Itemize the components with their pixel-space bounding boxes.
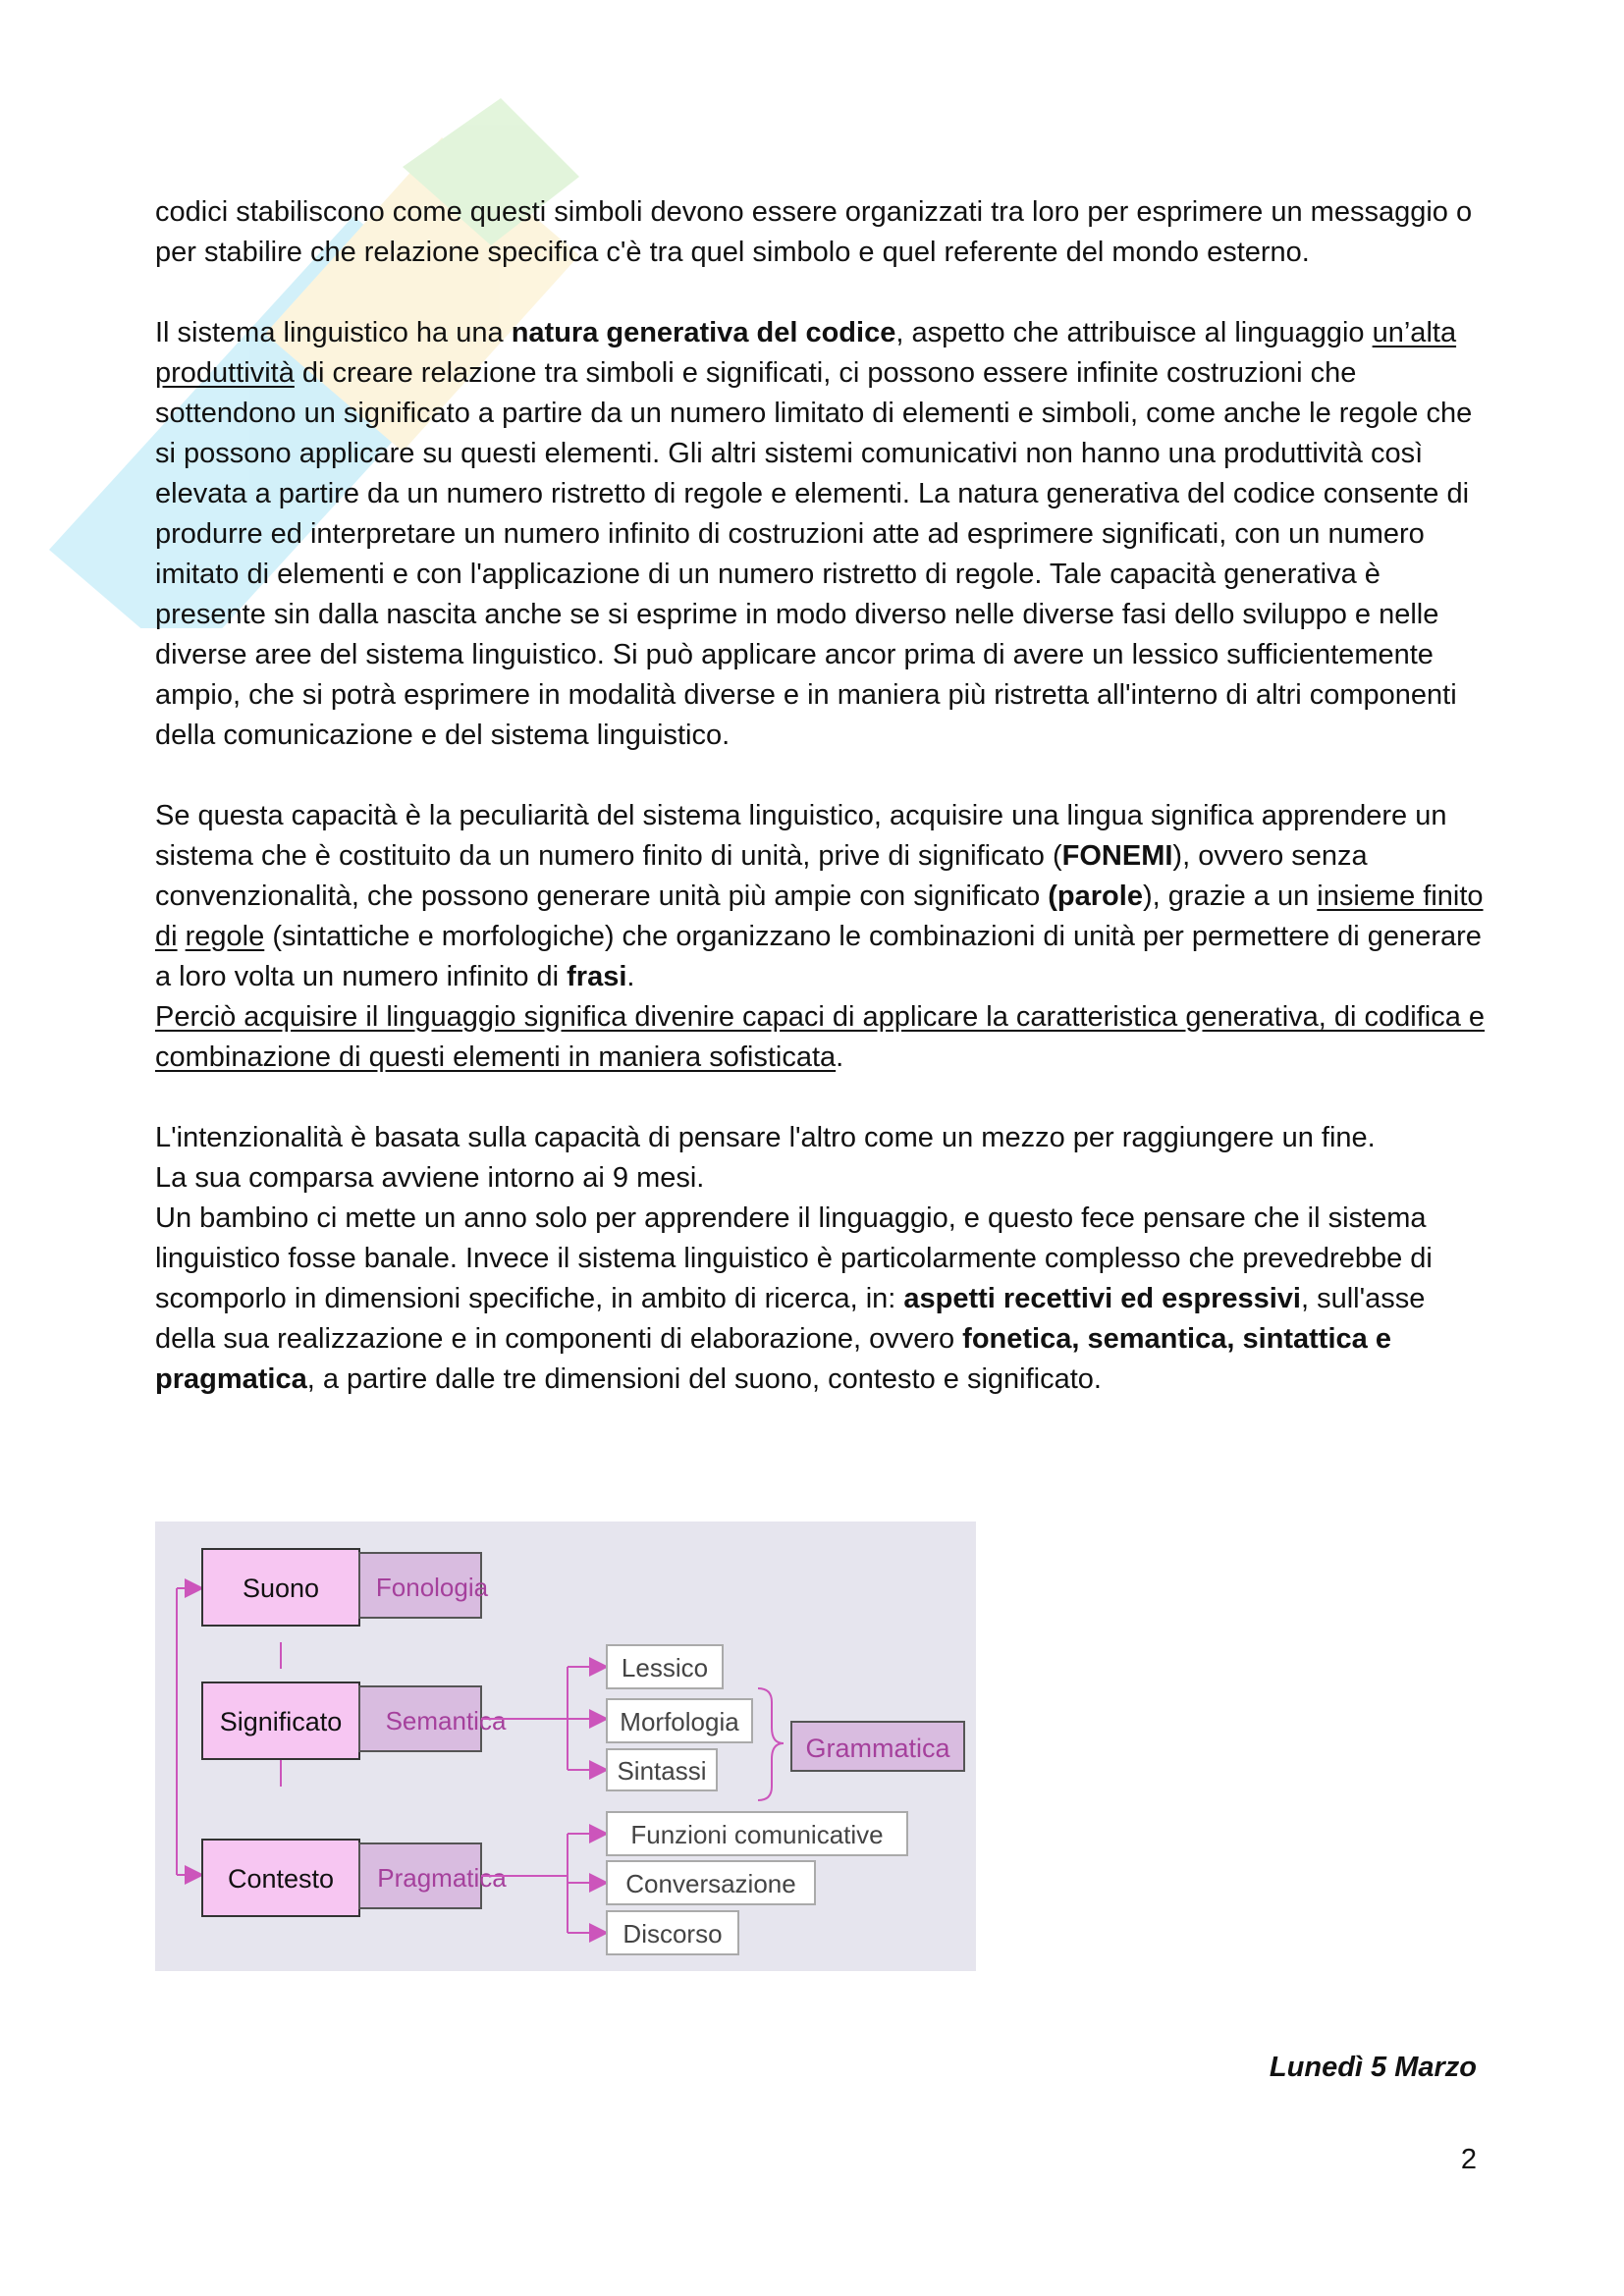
text: , aspetto che attribuisce al linguaggio bbox=[895, 317, 1373, 348]
text: codici stabiliscono come questi simboli devono essere organizzati tra loro per esprimere un messaggio o per stabilire che relazione specifica c'è tra quel simbolo e quel referente del mondo esterno. bbox=[155, 196, 1473, 268]
paragraph-3 bbox=[155, 796, 1490, 997]
bold-text: natura generativa del codice bbox=[511, 317, 896, 348]
bold-text: (parole bbox=[1048, 881, 1143, 912]
text bbox=[178, 921, 186, 952]
page-number: 2 bbox=[1460, 2144, 1477, 2175]
label-funzioni-comunicative: Funzioni comunicative bbox=[630, 1820, 884, 1849]
paragraph-2 bbox=[155, 313, 1490, 756]
paragraph-6 bbox=[155, 1158, 1490, 1199]
label-pragmatica: Pragmatica bbox=[377, 1863, 507, 1893]
label-lessico: Lessico bbox=[621, 1653, 709, 1682]
grammar-brace bbox=[758, 1688, 784, 1800]
text: . bbox=[626, 961, 635, 992]
paragraph-5 bbox=[155, 1118, 1490, 1158]
document-body bbox=[155, 192, 1490, 1440]
bold-text: fonetica, semantica, sintattica e pragmatica bbox=[155, 1323, 1391, 1395]
text: ), grazie a un bbox=[1142, 881, 1318, 912]
text: , sull'asse della sua realizzazione e in componenti di elaborazione, ovvero bbox=[155, 1283, 1426, 1355]
label-grammatica: Grammatica bbox=[805, 1734, 950, 1763]
underlined-text: un’alta produttività bbox=[155, 317, 1457, 389]
label-morfologia: Morfologia bbox=[620, 1707, 739, 1736]
underlined-text: regole bbox=[185, 921, 265, 952]
label-significato: Significato bbox=[219, 1707, 343, 1736]
diagram-svg bbox=[155, 1522, 976, 1971]
underlined-text: Perciò acquisire il linguaggio significa divenire capaci di applicare la caratteristica generativa, di codifica e combinazione di questi elementi in maniera sofisticata bbox=[155, 1001, 1486, 1073]
text: (sintattiche e morfologiche) che organizzano le combinazioni di unità per permettere di generare a loro volta un numero infinito di bbox=[155, 921, 1482, 992]
paragraph-4 bbox=[155, 997, 1490, 1078]
lecture-date: Lunedì 5 Marzo bbox=[1269, 2052, 1477, 2083]
bold-text: FONEMI bbox=[1061, 840, 1173, 872]
label-fonologia: Fonologia bbox=[375, 1573, 489, 1602]
paragraph-1 bbox=[155, 192, 1490, 273]
bold-text: aspetti recettivi ed espressivi bbox=[903, 1283, 1301, 1314]
label-sintassi: Sintassi bbox=[617, 1756, 707, 1786]
text: di creare relazione tra simboli e significati, ci possono essere infinite costruzioni che sottendono un significato a partire da un numero limitato di elementi e simboli, come anche le regole che si possono applicare su questi elementi. Gli altri sistemi comunicativi non hanno una produttività così elevata a partire da un numero ristretto di regole e elementi. La natura generativa del codice consente di produrre ed interpretare un numero infinito di costruzioni atte ad esprimere significati, con un numero imitato di elementi e con l'applicazione di un numero ristretto di regole. Tale capacità generativa è presente sin dalla nascita anche se si esprime in modo diverso nelle diverse fasi dello sviluppo e nelle diverse aree del sistema linguistico. Si può applicare ancor prima di avere un lessico sufficientemente ampio, che si potrà esprimere in modalità diverse e in maniera più ristretta all'interno di altri componenti della comunicazione e del sistema linguistico. bbox=[155, 357, 1473, 751]
semantic-connectors bbox=[481, 1667, 605, 1770]
label-semantica: Semantica bbox=[385, 1706, 507, 1735]
text: Un bambino ci mette un anno solo per apprendere il linguaggio, e questo fece pensare che il sistema linguistico fosse banale. Invece il sistema linguistico è particolarmente complesso che prevedrebbe di scomporlo in dimensioni specifiche, in ambito di ricerca, in: bbox=[155, 1202, 1433, 1314]
text: , a partire dalle tre dimensioni del suono, contesto e significato. bbox=[306, 1363, 1102, 1395]
text: L'intenzionalità è basata sulla capacità di pensare l'altro come un mezzo per raggiungere un fine. bbox=[155, 1122, 1376, 1153]
label-conversazione: Conversazione bbox=[625, 1869, 796, 1898]
label-contesto: Contesto bbox=[227, 1864, 335, 1894]
text: . bbox=[836, 1041, 844, 1073]
label-discorso: Discorso bbox=[623, 1919, 723, 1949]
label-suono: Suono bbox=[242, 1574, 320, 1603]
language-components-diagram bbox=[155, 1522, 976, 1971]
text: Se questa capacità è la peculiarità del sistema linguistico, acquisire una lingua significa apprendere un sistema che è costituito da un numero finito di unità, prive di significato ( bbox=[155, 800, 1447, 872]
paragraph-7 bbox=[155, 1199, 1490, 1400]
text: ), ovvero senza convenzionalità, che possono generare unità più ampie con significato bbox=[155, 840, 1368, 912]
bold-text: frasi bbox=[567, 961, 627, 992]
underlined-text: insieme finito di bbox=[155, 881, 1484, 952]
text: La sua comparsa avviene intorno ai 9 mesi. bbox=[155, 1162, 705, 1194]
text: Il sistema linguistico ha una bbox=[155, 317, 512, 348]
